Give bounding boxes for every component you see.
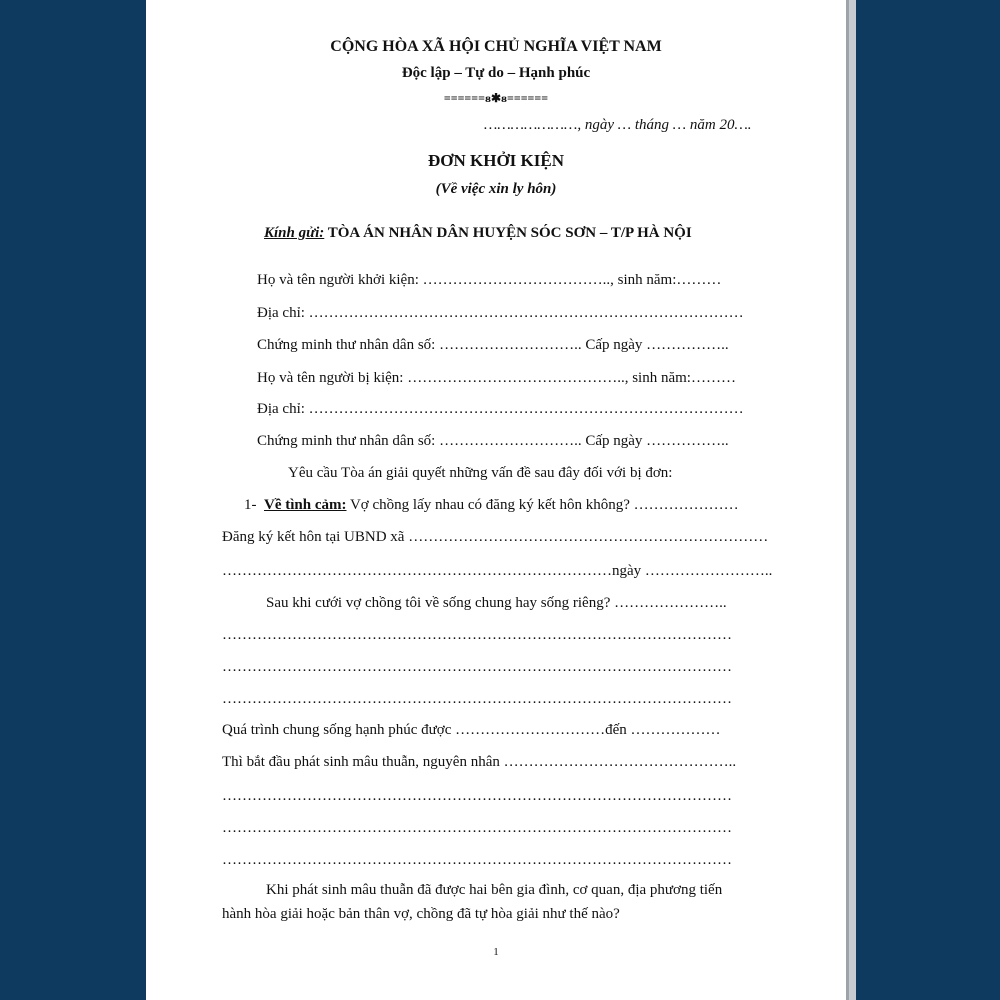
registration-date-line: ……………………………………………………………………ngày ……………………..: [222, 563, 773, 579]
blank-line: …………………………………………………………………………………………: [222, 691, 732, 707]
blank-line: …………………………………………………………………………………………: [222, 627, 732, 643]
section-1-line: [244, 496, 739, 514]
plaintiff-id-field: Chứng minh thư nhân dân số: ……………………….. Cấp ngày ……………..: [257, 337, 729, 353]
section-question: Vợ chồng lấy nhau có đăng ký kết hôn không? …………………: [346, 497, 739, 513]
plaintiff-name-field: Họ và tên người khởi kiện: ……………………………….., sinh năm:………: [257, 272, 722, 288]
blank-line: …………………………………………………………………………………………: [222, 788, 732, 804]
blank-line: …………………………………………………………………………………………: [222, 820, 732, 836]
nation-heading: CỘNG HÒA XÃ HỘI CHỦ NGHĨA VIỆT NAM: [330, 38, 662, 55]
blank-line: …………………………………………………………………………………………: [222, 659, 732, 675]
defendant-name-field: Họ và tên người bị kiện: …………………………………….., sinh năm:………: [257, 370, 736, 386]
section-label: Về tình cảm:: [264, 497, 347, 513]
date-line: …………………, ngày … tháng … năm 20….: [484, 117, 752, 133]
ornament-divider: ======ᴕ✱ᴕ======: [443, 91, 549, 105]
mediation-line-2: hành hòa giải hoặc bản thân vợ, chồng đã tự hòa giải như thế nào?: [222, 906, 620, 922]
registration-line: Đăng ký kết hôn tại UBND xã ………………………………………………………………: [222, 529, 769, 545]
page-edge-border: [846, 0, 849, 1000]
page-number: 1: [493, 946, 499, 958]
plaintiff-address-field: Địa chỉ: ……………………………………………………………………………: [257, 305, 744, 321]
section-number: 1-: [244, 497, 257, 513]
defendant-id-field: Chứng minh thư nhân dân số: ……………………….. Cấp ngày ……………..: [257, 433, 729, 449]
recipient-line: [264, 224, 692, 242]
document-page: [146, 0, 846, 1000]
recipient-label: Kính gửi:: [264, 225, 325, 241]
document-subtitle: (Về việc xin ly hôn): [435, 181, 557, 197]
living-question: Sau khi cưới vợ chồng tôi về sống chung hay sống riêng? …………………..: [266, 595, 727, 611]
motto: Độc lập – Tự do – Hạnh phúc: [401, 65, 591, 81]
request-line: Yêu cầu Tòa án giải quyết những vấn đề sau đây đối với bị đơn:: [288, 465, 673, 481]
defendant-address-field: Địa chỉ: ……………………………………………………………………………: [257, 401, 744, 417]
mediation-line-1: Khi phát sinh mâu thuẫn đã được hai bên gia đình, cơ quan, địa phương tiến: [266, 882, 723, 898]
conflict-cause-line: Thì bắt đầu phát sinh mâu thuẫn, nguyên nhân ………………………………………..: [222, 754, 737, 770]
recipient-value: TÒA ÁN NHÂN DÂN HUYỆN SÓC SƠN – T/P HÀ NỘI: [324, 225, 692, 241]
happy-period-line: Quá trình chung sống hạnh phúc được …………………………đến ………………: [222, 722, 721, 738]
document-title: ĐƠN KHỞI KIỆN: [427, 151, 565, 170]
blank-line: …………………………………………………………………………………………: [222, 852, 732, 868]
